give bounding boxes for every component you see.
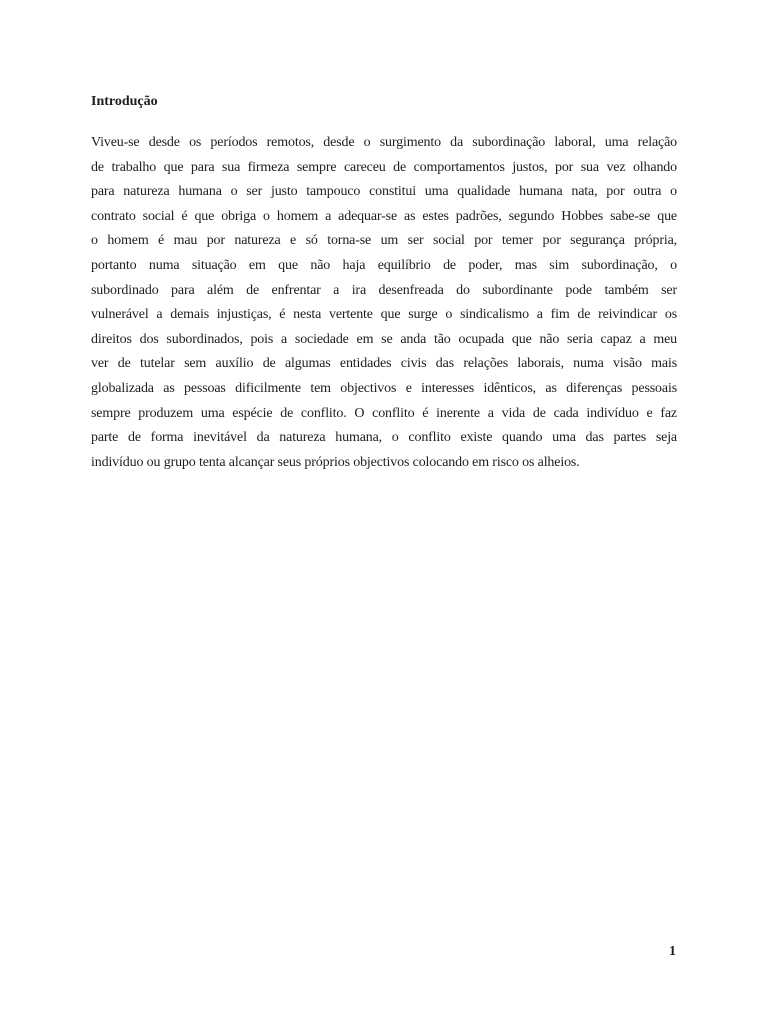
paragraph-line: indivíduo ou grupo tenta alcançar seus próprios objectivos colocando em risco os alheios.	[91, 454, 580, 470]
paragraph-line: direitos dos subordinados, pois a sociedade em se anda tão ocupada que não seria capaz a meu	[91, 331, 677, 347]
paragraph-line: contrato social é que obriga o homem a adequar-se as estes padrões, segundo Hobbes sabe-se que	[91, 208, 677, 224]
section-heading: Introdução	[91, 94, 158, 109]
paragraph-line: subordinado para além de enfrentar a ira desenfreada do subordinante pode também ser	[91, 282, 677, 298]
introduction-paragraph	[91, 131, 677, 475]
paragraph-line: de trabalho que para sua firmeza sempre careceu de comportamentos justos, por sua vez olhando	[91, 159, 677, 175]
paragraph-line: o homem é mau por natureza e só torna-se um ser social por temer por segurança própria,	[91, 233, 677, 249]
paragraph-line: ver de tutelar sem auxílio de algumas entidades civis das relações laborais, numa visão mais	[91, 356, 677, 372]
paragraph-line: para natureza humana o ser justo tampouco constitui uma qualidade humana nata, por outra o	[91, 184, 677, 200]
paragraph-line: vulnerável a demais injustiças, é nesta vertente que surge o sindicalismo a fim de reivindicar os	[91, 307, 677, 323]
paragraph-line: Viveu-se desde os períodos remotos, desde o surgimento da subordinação laboral, uma relação	[91, 135, 677, 150]
page-number: 1	[669, 944, 676, 959]
paragraph-line: portanto numa situação em que não haja equilíbrio de poder, mas sim subordinação, o	[91, 257, 677, 273]
paragraph-line: globalizada as pessoas dificilmente tem objectivos e interesses idênticos, as diferenças pessoais	[91, 380, 677, 396]
paragraph-line: parte de forma inevitável da natureza humana, o conflito existe quando uma das partes seja	[91, 430, 677, 446]
paragraph-line: sempre produzem uma espécie de conflito. O conflito é inerente a vida de cada indivíduo e faz	[91, 405, 677, 421]
